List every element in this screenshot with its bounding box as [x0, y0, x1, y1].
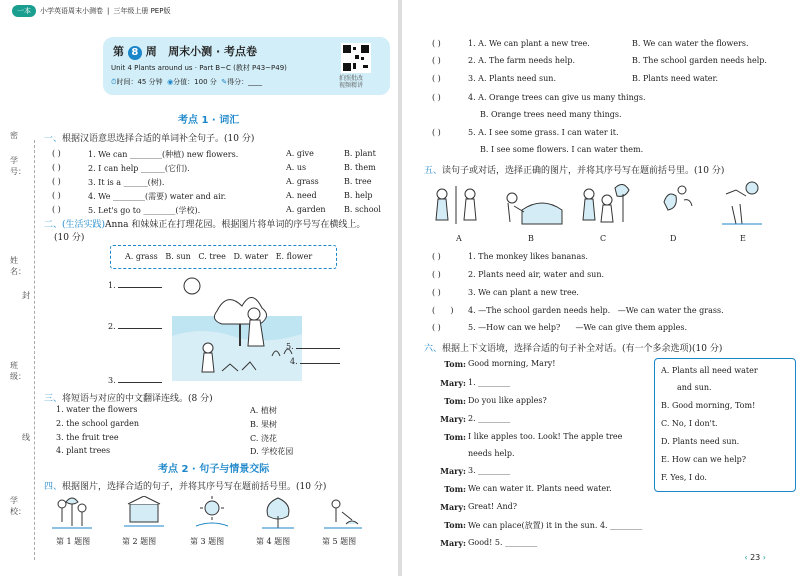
q6-option: F. Yes, I do. [661, 473, 707, 482]
chevron-left-icon[interactable]: ‹ [744, 553, 748, 562]
answer-paren[interactable]: ( ) [432, 306, 454, 315]
phrase-left[interactable]: 2. the school garden [56, 419, 140, 428]
dialog-blank-5[interactable]: Good! 5. ________ [468, 538, 538, 547]
q4-option-b: B. I see some flowers. I can water them. [480, 145, 644, 154]
q5-pic-label: D [670, 234, 677, 243]
q4-option-a: 5. A. I see some grass. I can water it. [468, 128, 619, 137]
dialog-line: I like apples too. Look! The apple tree [468, 432, 623, 441]
answer-paren[interactable]: ( ) [432, 270, 441, 279]
q4-option-a: 4. A. Orange trees can give us many things. [468, 93, 646, 102]
phrase-left[interactable]: 1. water the flowers [56, 405, 138, 414]
quiz-title: 第 8 周 周末小测 · 考点卷 [113, 45, 258, 58]
class-label: 班级： [10, 361, 26, 381]
q6-title: 六、根据上下文语境，选择合适的句子补全对话。(有一个多余选项)(10 分) [424, 344, 723, 354]
phrase-left[interactable]: 3. the fruit tree [56, 433, 119, 442]
unit-label: Unit 4 Plants around us · Part B~C (教材 P43~P49) [111, 64, 287, 72]
q4-option-a: 3. A. Plants need sun. [468, 74, 557, 83]
speaker: Mary: [440, 538, 466, 548]
q4-pic-caption: 第 2 题图 [122, 537, 157, 546]
q4-pictures [52, 496, 362, 532]
q4-pic-caption: 第 5 题图 [322, 537, 357, 546]
garden-illustration [172, 276, 302, 381]
speaker: Mary: [440, 502, 466, 512]
school-label: 学校： [10, 496, 26, 516]
q5-item-text: 4. —The school garden needs help. —We can water the grass. [468, 306, 724, 315]
series-tag: 一本 [12, 5, 36, 17]
q4-pic-5 [324, 500, 362, 528]
answer-paren[interactable]: ( ) [52, 149, 61, 158]
q2-blank-2[interactable]: 2. [108, 320, 162, 331]
q6-option: C. No, I don't. [661, 419, 718, 428]
q4-pic-caption: 第 4 题图 [256, 537, 291, 546]
q5-pic-label: B [528, 234, 534, 243]
q4-pic-3 [196, 496, 228, 526]
q1-item-text: 3. It is a ______(树). [88, 178, 165, 187]
q4-option-a: 2. A. The farm needs help. [468, 56, 575, 65]
q5-item-text: 5. —How can we help? —We can give them apples. [468, 323, 687, 332]
q6-option-cont: and sun. [677, 383, 712, 392]
q1-item-text: 4. We ________(需要) water and air. [88, 192, 227, 201]
q4-option-a: 1. A. We can plant a new tree. [468, 39, 590, 48]
binding-line [34, 140, 35, 560]
word-bank-box [110, 245, 337, 269]
q2-blank-1[interactable]: 1. [108, 279, 162, 290]
option-a: A. us [286, 163, 307, 172]
q5-item-text: 2. Plants need air, water and sun. [468, 270, 605, 279]
dialog-line: Do you like apples? [468, 396, 547, 405]
q1-item-text: 5. Let's go to ________(学校). [88, 206, 201, 215]
q4-pic-2 [124, 496, 164, 526]
book-title: 小学英语周末小测卷 [40, 7, 103, 15]
q4-option-b: B. The school garden needs help. [632, 56, 767, 65]
q1-title: 一、根据汉语意思选择合适的单词补全句子。(10 分) [44, 134, 255, 144]
q6-options-box [654, 358, 796, 492]
dialog-line: Good morning, Mary! [468, 359, 556, 368]
quiz-header-card [103, 37, 390, 95]
q4-pic-4 [262, 498, 294, 528]
phrase-right[interactable]: A. 植树 [250, 406, 277, 415]
qr-caption: 拍照批改 视频精讲 [339, 75, 364, 89]
dialog-blank-4[interactable]: We can place(放置) it in the sun. 4. ________ [468, 521, 643, 530]
q2-blank-5[interactable]: 5. [286, 340, 340, 351]
word-bank: A. grass B. sun C. tree D. water E. flower [125, 252, 313, 261]
q6-option: A. Plants all need water [661, 366, 758, 375]
q4-option-b: B. Plants need water. [632, 74, 719, 83]
answer-paren[interactable]: ( ) [432, 56, 441, 65]
answer-paren[interactable]: ( ) [52, 191, 61, 200]
seal-mark: 密 [10, 131, 18, 140]
week-number: 8 [128, 46, 142, 60]
answer-paren[interactable]: ( ) [432, 93, 441, 102]
dialog-blank-3[interactable]: 3. ________ [468, 466, 511, 475]
q5-pic-c [583, 184, 629, 222]
answer-paren[interactable]: ( ) [432, 288, 441, 297]
q5-pic-b [507, 193, 562, 224]
q5-item-text: 1. The monkey likes bananas. [468, 252, 588, 261]
student-id-label: 学号： [10, 156, 26, 176]
q5-pic-e [722, 182, 762, 224]
dialog-blank-2[interactable]: 2. ________ [468, 414, 511, 423]
q2-blank-4[interactable]: 4. [290, 355, 340, 366]
speaker: Mary: [440, 466, 466, 476]
dialog-line: needs help. [468, 449, 515, 458]
book-header-bar: 一本 小学英语周末小测卷 | 三年级上册 PEP版 [12, 5, 170, 17]
pencil-icon: ✎ [221, 78, 228, 86]
phrase-right[interactable]: D. 学校花园 [250, 447, 294, 456]
speaker: Tom: [444, 484, 466, 494]
q1-item-text: 2. I can help ______(它们). [88, 164, 190, 173]
option-b: B. tree [344, 177, 372, 186]
q5-title: 五、读句子或对话，选择正确的图片，并将其序号写在题前括号里。(10 分) [424, 166, 725, 176]
answer-paren[interactable]: ( ) [432, 252, 441, 261]
speaker: Tom: [444, 432, 466, 442]
q5-pic-label: C [600, 234, 607, 243]
answer-paren[interactable]: ( ) [52, 205, 61, 214]
q4-pic-caption: 第 1 题图 [56, 537, 91, 546]
answer-paren[interactable]: ( ) [52, 177, 61, 186]
q5-pic-d [664, 186, 692, 210]
q2-title: 二、(生活实践)Anna 和妹妹正在打理花园。根据图片将单词的序号写在横线上。 [44, 220, 366, 230]
q5-item-text: 3. We can plant a new tree. [468, 288, 579, 297]
q4-title: 四、根据图片，选择合适的句子，并将其序号写在题前括号里。(10 分) [44, 482, 327, 492]
option-a: A. need [286, 191, 317, 200]
q4-pic-1 [52, 498, 92, 528]
answer-paren[interactable]: ( ) [432, 74, 441, 83]
option-b: B. plant [344, 149, 376, 158]
option-a: A. give [286, 149, 314, 158]
speaker: Tom: [444, 396, 466, 406]
clock-icon: ⏱ [111, 78, 117, 86]
q3-title: 三、将短语与对应的中文翻译连线。(8 分) [44, 394, 213, 404]
q6-option: B. Good morning, Tom! [661, 401, 756, 410]
q2-blank-3[interactable]: 3. [108, 374, 162, 385]
q5-pic-a [436, 186, 476, 224]
answer-paren[interactable]: ( ) [432, 323, 441, 332]
q5-pic-label: A [456, 234, 462, 243]
q6-option: D. Plants need sun. [661, 437, 740, 446]
page-number: ‹ 23 › [744, 553, 766, 562]
phrase-right[interactable]: B. 果树 [250, 420, 277, 429]
grade-label: 三年级上册 PEP版 [113, 7, 171, 15]
option-b: B. help [344, 191, 373, 200]
quiz-meta: ⏱时间：45 分钟 ◉分值：100 分 ✎得分：____ [111, 78, 263, 86]
answer-paren[interactable]: ( ) [432, 39, 441, 48]
qr-code-icon[interactable] [341, 43, 371, 73]
phrase-left[interactable]: 4. plant trees [56, 446, 111, 455]
dialog-line: Great! And? [468, 502, 518, 511]
answer-paren[interactable]: ( ) [52, 163, 61, 172]
left-page [0, 0, 398, 576]
point-1-title: 考点 1 · 词汇 [178, 115, 240, 126]
speaker: Mary: [440, 378, 466, 388]
speaker: Tom: [444, 520, 466, 530]
q6-option: E. How can we help? [661, 455, 747, 464]
q5-pictures [432, 180, 772, 230]
dialog-blank-1[interactable]: 1. ________ [468, 378, 511, 387]
chevron-right-icon[interactable]: › [762, 553, 766, 562]
q4-pic-caption: 第 3 题图 [190, 537, 225, 546]
speaker: Tom: [444, 359, 466, 369]
point-2-title: 考点 2 · 句子与情景交际 [158, 464, 270, 475]
q4-option-b: B. Orange trees need many things. [480, 110, 622, 119]
name-label: 姓名： [10, 256, 26, 276]
medal-icon: ◉ [167, 78, 174, 86]
option-b: B. school [344, 205, 381, 214]
seal-mark-2: 封 [22, 291, 30, 300]
q5-pic-label: E [740, 234, 746, 243]
option-a: A. grass [286, 177, 319, 186]
option-b: B. them [344, 163, 376, 172]
q4-option-b: B. We can water the flowers. [632, 39, 749, 48]
option-a: A. garden [286, 205, 326, 214]
seal-mark-3: 线 [22, 433, 30, 442]
q2-score: (10 分) [54, 233, 85, 243]
q1-item-text: 1. We can ________(种植) new flowers. [88, 150, 239, 159]
phrase-right[interactable]: C. 浇花 [250, 434, 277, 443]
speaker: Mary: [440, 414, 466, 424]
right-page [402, 0, 800, 576]
answer-paren[interactable]: ( ) [432, 128, 441, 137]
dialog-line: We can water it. Plants need water. [468, 484, 612, 493]
